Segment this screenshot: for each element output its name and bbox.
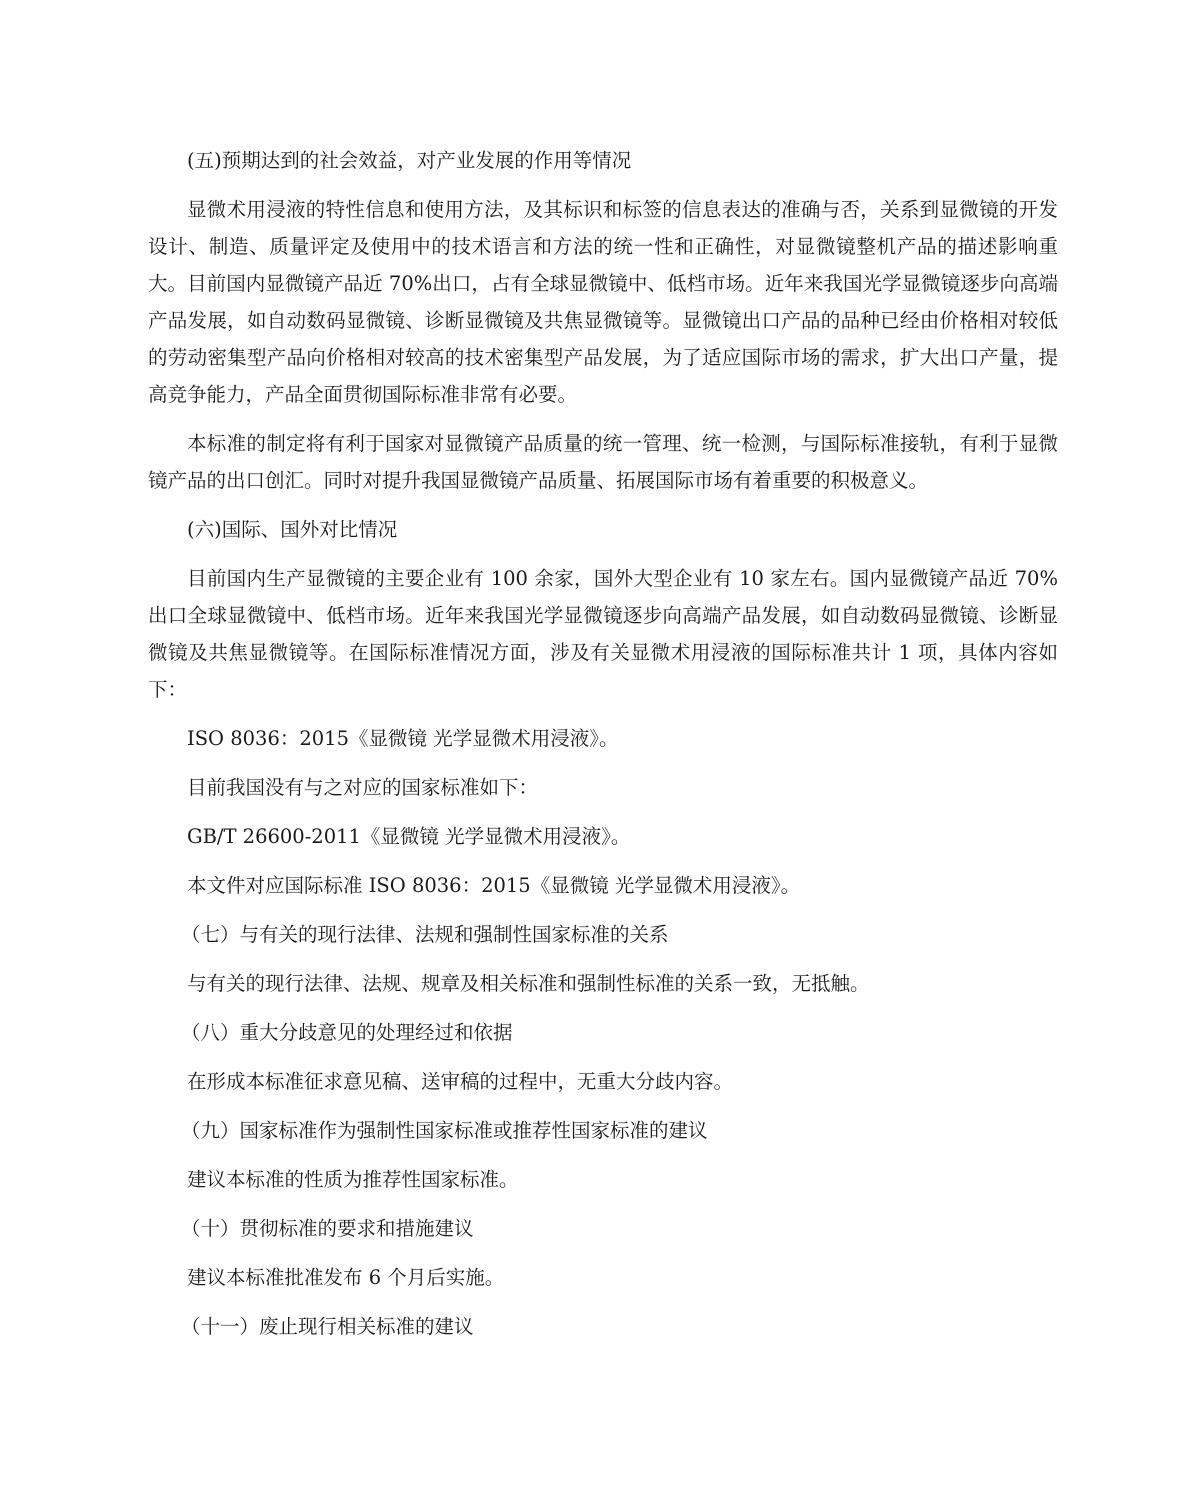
section-10-heading: （十）贯彻标准的要求和措施建议 [181,1217,474,1240]
section-5-paragraph-1: 显微术用浸液的特性信息和使用方法，及其标识和标签的信息表达的准确与否，关系到显微镜的开发设计、制造、质量评定及使用中的技术语言和方法的统一性和正确性，对显微镜整机产品的描述影响重大。目前国内显微镜产品近 70%出口，占有全球显微镜中、低档市场。近年来我国光学显微镜逐步向高端产品发展，如自动数码显微镜、诊断显微镜及共焦显微镜等。显微镜出口产品的品种已经由价格相对较低的劳动密集型产品向价格相对较高的技术密集型产品发展，为了适应国际市场的需求，扩大出口产量，提高竞争能力，产品全面贯彻国际标准非常有必要。 [148,198,1058,406]
section-8-heading: （八）重大分歧意见的处理经过和依据 [181,1021,513,1044]
gbt-standard-line: GB/T 26600-2011《显微镜 光学显微术用浸液》。 [187,825,631,848]
section-9-heading: （九）国家标准作为强制性国家标准或推荐性国家标准的建议 [181,1119,708,1142]
section-5-paragraph-2: 本标准的制定将有利于国家对显微镜产品质量的统一管理、统一检测，与国际标准接轨，有利于显微镜产品的出口创汇。同时对提升我国显微镜产品质量、拓展国际市场有着重要的积极意义。 [148,432,1058,492]
section-7-text: 与有关的现行法律、法规、规章及相关标准和强制性标准的关系一致，无抵触。 [187,972,870,995]
iso-standard-line: ISO 8036：2015《显微镜 光学显微术用浸液》。 [187,727,619,750]
section-6-heading: (六)国际、国外对比情况 [187,518,398,541]
section-5-heading: (五)预期达到的社会效益，对产业发展的作用等情况 [187,149,632,172]
section-7-heading: （七）与有关的现行法律、法规和强制性国家标准的关系 [181,923,669,946]
corresponding-standard-line: 本文件对应国际标准 ISO 8036：2015《显微镜 光学显微术用浸液》。 [187,874,801,897]
section-8-text: 在形成本标准征求意见稿、送审稿的过程中，无重大分歧内容。 [187,1070,734,1093]
section-9-text: 建议本标准的性质为推荐性国家标准。 [187,1168,519,1191]
document-body [148,142,1058,1357]
section-11-heading: （十一）废止现行相关标准的建议 [181,1315,474,1338]
section-10-text: 建议本标准批准发布 6 个月后实施。 [187,1266,505,1289]
national-standard-intro: 目前我国没有与之对应的国家标准如下： [187,776,539,799]
section-6-paragraph-1: 目前国内生产显微镜的主要企业有 100 余家，国外大型企业有 10 家左右。国内显微镜产品近 70%出口全球显微镜中、低档市场。近年来我国光学显微镜逐步向高端产品发展，如自动数码显微镜、诊断显微镜及共焦显微镜等。在国际标准情况方面，涉及有关显微术用浸液的国际标准共计 1 项，具体内容如下： [148,567,1058,701]
